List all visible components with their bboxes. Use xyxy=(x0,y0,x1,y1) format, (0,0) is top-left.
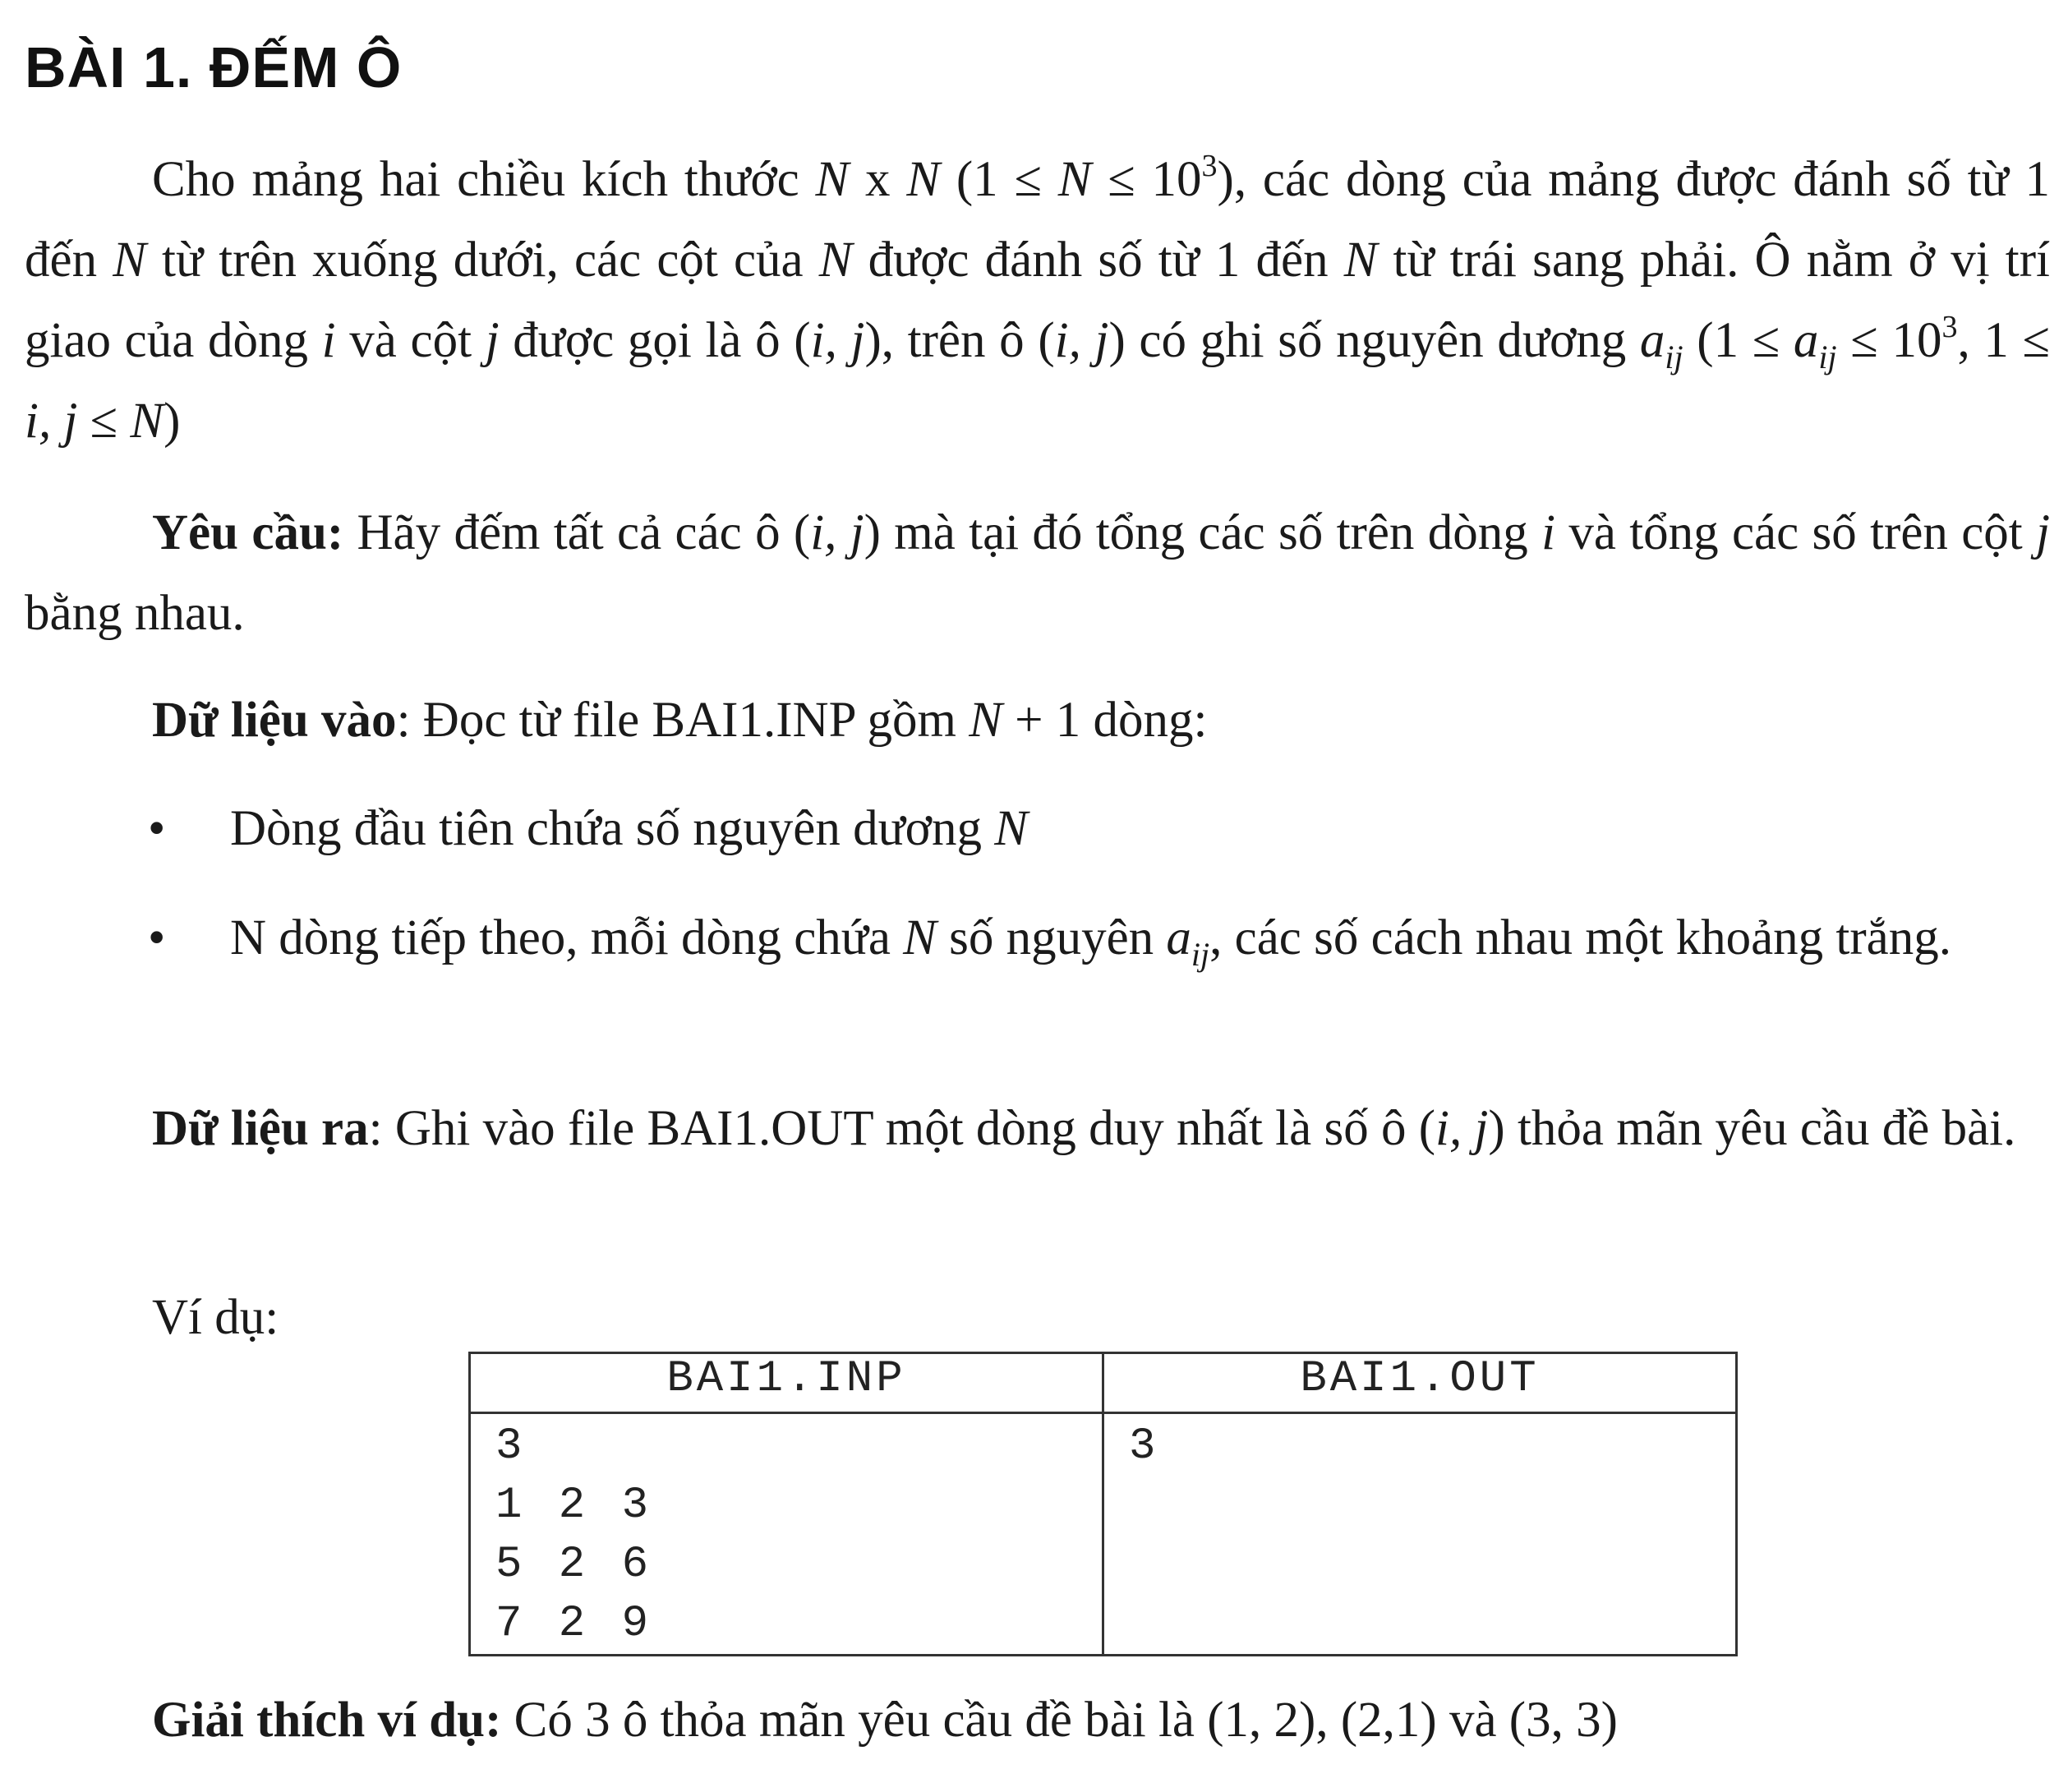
input-line: 7 2 9 xyxy=(495,1599,654,1649)
example-io-table xyxy=(468,1352,1738,1656)
bullet-item-matrix-rows xyxy=(230,898,2050,979)
text-run: và tổng các số trên cột xyxy=(1555,505,2037,560)
explanation-text: Có 3 ô thỏa mãn yêu cầu đề bài là (1, 2), (2,1) và (3, 3) xyxy=(501,1693,1618,1748)
text-run: (1 ≤ xyxy=(940,152,1058,207)
text-run: từ trái sang phải. Ô nằm ở vị trí giao của dòng xyxy=(25,233,2050,368)
math-var: a xyxy=(1793,313,1819,368)
subscript: ij xyxy=(1191,936,1210,973)
math-var: j xyxy=(2036,505,2051,560)
math-var: N xyxy=(1343,233,1378,288)
input-line: 1 2 3 xyxy=(495,1481,654,1531)
output-label: Dữ liệu ra xyxy=(152,1101,369,1156)
input-file-header: BAI1.INP xyxy=(470,1353,1103,1413)
text-run: bằng nhau. xyxy=(25,586,245,641)
input-description xyxy=(25,680,2050,761)
output-description xyxy=(25,1089,2050,1169)
input-file-content xyxy=(470,1413,1103,1656)
math-var: j xyxy=(485,313,500,368)
text-run: từ trên xuống dưới, các cột của xyxy=(145,233,819,288)
text-run: được gọi là ô ( xyxy=(499,313,811,368)
text-run: Dòng đầu tiên chứa số nguyên dương xyxy=(230,801,995,856)
subscript: ij xyxy=(1818,339,1837,375)
math-var: N xyxy=(130,394,164,449)
text-run: ) mà tại đó tổng các số trên dòng xyxy=(864,505,1542,560)
output-file-header: BAI1.OUT xyxy=(1103,1353,1737,1413)
math-var: i, j xyxy=(25,394,78,449)
text-run: : Ghi vào file BAI1.OUT một dòng duy nhất là số ô ( xyxy=(368,1101,1436,1156)
math-var: i xyxy=(321,313,336,368)
text-run: ) thỏa mãn yêu cầu đề bài. xyxy=(1488,1101,2016,1156)
math-var: i, j xyxy=(1435,1101,1489,1156)
requirement-paragraph xyxy=(25,493,2050,654)
superscript: 3 xyxy=(1201,149,1218,183)
bullet-item-first-line xyxy=(230,789,2050,869)
math-var: i, j xyxy=(810,505,864,560)
table-row xyxy=(470,1413,1737,1656)
math-var: N xyxy=(994,801,1028,856)
text-run: Cho mảng hai chiều kích thước xyxy=(152,152,816,207)
text-run: ) có ghi số nguyên dương xyxy=(1108,313,1640,368)
math-var: a xyxy=(1639,313,1665,368)
text-run: x xyxy=(849,152,907,207)
text-run: ≤ 10 xyxy=(1836,313,1942,368)
example-label: Ví dụ: xyxy=(152,1290,279,1345)
text-run: số nguyên xyxy=(936,910,1167,965)
input-line: 3 xyxy=(495,1421,527,1472)
output-line: 3 xyxy=(1129,1421,1161,1472)
text-run: Hãy đếm tất cả các ô ( xyxy=(343,505,811,560)
math-var: a xyxy=(1166,910,1191,965)
math-var: N xyxy=(113,233,146,288)
math-var: i xyxy=(1541,505,1556,560)
problem-statement xyxy=(25,140,2050,462)
problem-title: BÀI 1. ĐẾM Ô xyxy=(25,35,403,99)
math-var: i, j xyxy=(1054,313,1109,368)
math-var: N xyxy=(1057,152,1092,207)
math-var: N xyxy=(906,152,941,207)
text-run: + 1 dòng: xyxy=(1002,693,1208,748)
math-var: N xyxy=(815,152,850,207)
bullet-marker: • xyxy=(148,910,166,965)
superscript: 3 xyxy=(1941,310,1958,344)
text-run: : Đọc từ file BAI1.INP gồm xyxy=(396,693,970,748)
text-run: ), trên ô ( xyxy=(864,313,1055,368)
table-header-row xyxy=(470,1353,1737,1413)
text-run: ) xyxy=(164,394,181,449)
text-run: ), các dòng của mảng được đánh số từ 1 đến xyxy=(25,152,2050,288)
explanation-label: Giải thích ví dụ: xyxy=(152,1693,502,1748)
output-file-content xyxy=(1103,1413,1737,1656)
math-var: i, j xyxy=(810,313,865,368)
input-label: Dữ liệu vào xyxy=(152,693,397,748)
math-var: N xyxy=(969,693,1002,748)
text-run: , các số cách nhau một khoảng trắng. xyxy=(1209,910,1951,965)
input-line: 5 2 6 xyxy=(495,1540,654,1590)
text-run: ≤ xyxy=(77,394,131,449)
math-var: N xyxy=(818,233,853,288)
math-var: N xyxy=(903,910,937,965)
requirement-label: Yêu cầu: xyxy=(152,505,344,560)
text-run: được đánh số từ 1 đến xyxy=(852,233,1344,288)
example-explanation xyxy=(152,1680,1618,1761)
text-run: N dòng tiếp theo, mỗi dòng chứa xyxy=(230,910,904,965)
text-run: và cột xyxy=(335,313,486,368)
subscript: ij xyxy=(1665,339,1683,375)
text-run: , 1 ≤ xyxy=(1957,313,2051,368)
bullet-marker: • xyxy=(148,801,166,856)
text-run: ≤ 10 xyxy=(1091,152,1202,207)
text-run: (1 ≤ xyxy=(1683,313,1794,368)
